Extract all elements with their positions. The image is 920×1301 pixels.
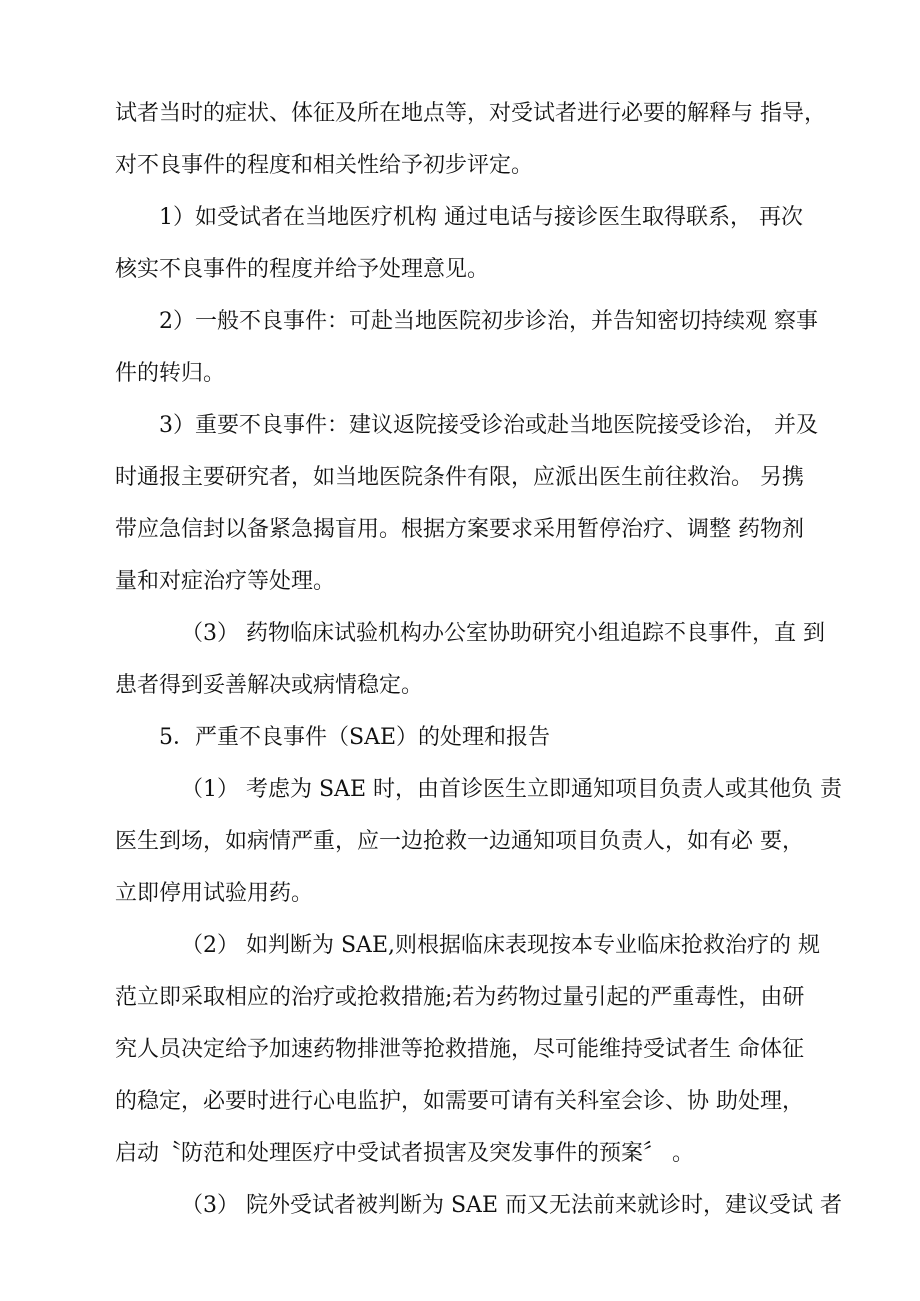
section-heading-5 [115, 712, 815, 764]
text-line: 启动〝防范和处理医疗中受试者损害及突发事件的预案〞 。 [115, 1141, 694, 1166]
text-line: （3） 药物临床试验机构办公室协助研究小组追踪不良事件，直 到 [181, 621, 825, 646]
paragraph-item-3 [115, 400, 818, 608]
paragraph-intro-continuation [115, 88, 826, 192]
text-line: 量和对症治疗等处理。 [115, 569, 336, 594]
paragraph-item-2 [115, 296, 818, 400]
text-line: 究人员决定给予加速药物排泄等抢救措施，尽可能维持受试者生 命体征 [115, 1037, 804, 1062]
text-line: 立即停用试验用药。 [115, 881, 314, 906]
text-line: （3） 院外受试者被判断为 SAE 而又无法前来就诊时，建议受试 者 [181, 1193, 842, 1218]
text-line: 范立即采取相应的治疗或抢救措施;若为药物过量引起的严重毒性，由研 [115, 985, 805, 1010]
text-line: （2） 如判断为 SAE,则根据临床表现按本专业临床抢救治疗的 规 [181, 933, 820, 958]
text-line: 的稳定，必要时进行心电监护，如需要可请有关科室会诊、协 助处理， [115, 1089, 804, 1114]
text-line: 3）重要不良事件：建议返院接受诊治或赴当地医院接受诊治， 并及 [159, 413, 818, 438]
paragraph-sae-3 [115, 1180, 842, 1232]
paragraph-sae-1 [115, 764, 842, 920]
text-line: 2）一般不良事件：可赴当地医院初步诊治，并告知密切持续观 察事 [159, 309, 818, 334]
text-line: 核实不良事件的程度并给予处理意见。 [115, 257, 490, 282]
text-line: （1） 考虑为 SAE 时，由首诊医生立即通知项目负责人或其他负 责 [181, 777, 842, 802]
text-line: 1）如受试者在当地医疗机构 通过电话与接诊医生取得联系， 再次 [159, 205, 803, 230]
text-line: 试者当时的症状、体征及所在地点等，对受试者进行必要的解释与 指导， [115, 101, 826, 126]
text-line: 对不良事件的程度和相关性给予初步评定。 [115, 153, 534, 178]
text-line: 患者得到妥善解决或病情稳定。 [115, 673, 424, 698]
heading-line: 5．严重不良事件（SAE）的处理和报告 [159, 725, 551, 750]
text-line: 医生到场，如病情严重，应一边抢救一边通知项目负责人，如有必 要， [115, 829, 804, 854]
text-line: 带应急信封以备紧急揭盲用。根据方案要求采用暂停治疗、调整 药物剂 [115, 517, 804, 542]
text-line: 件的转归。 [115, 361, 226, 386]
document-body [115, 88, 842, 1232]
paragraph-sae-2 [115, 920, 820, 1180]
text-line: 时通报主要研究者，如当地医院条件有限，应派出医生前往救治。 另携 [115, 465, 804, 490]
paragraph-item-1 [115, 192, 815, 296]
paragraph-sub-3 [115, 608, 825, 712]
